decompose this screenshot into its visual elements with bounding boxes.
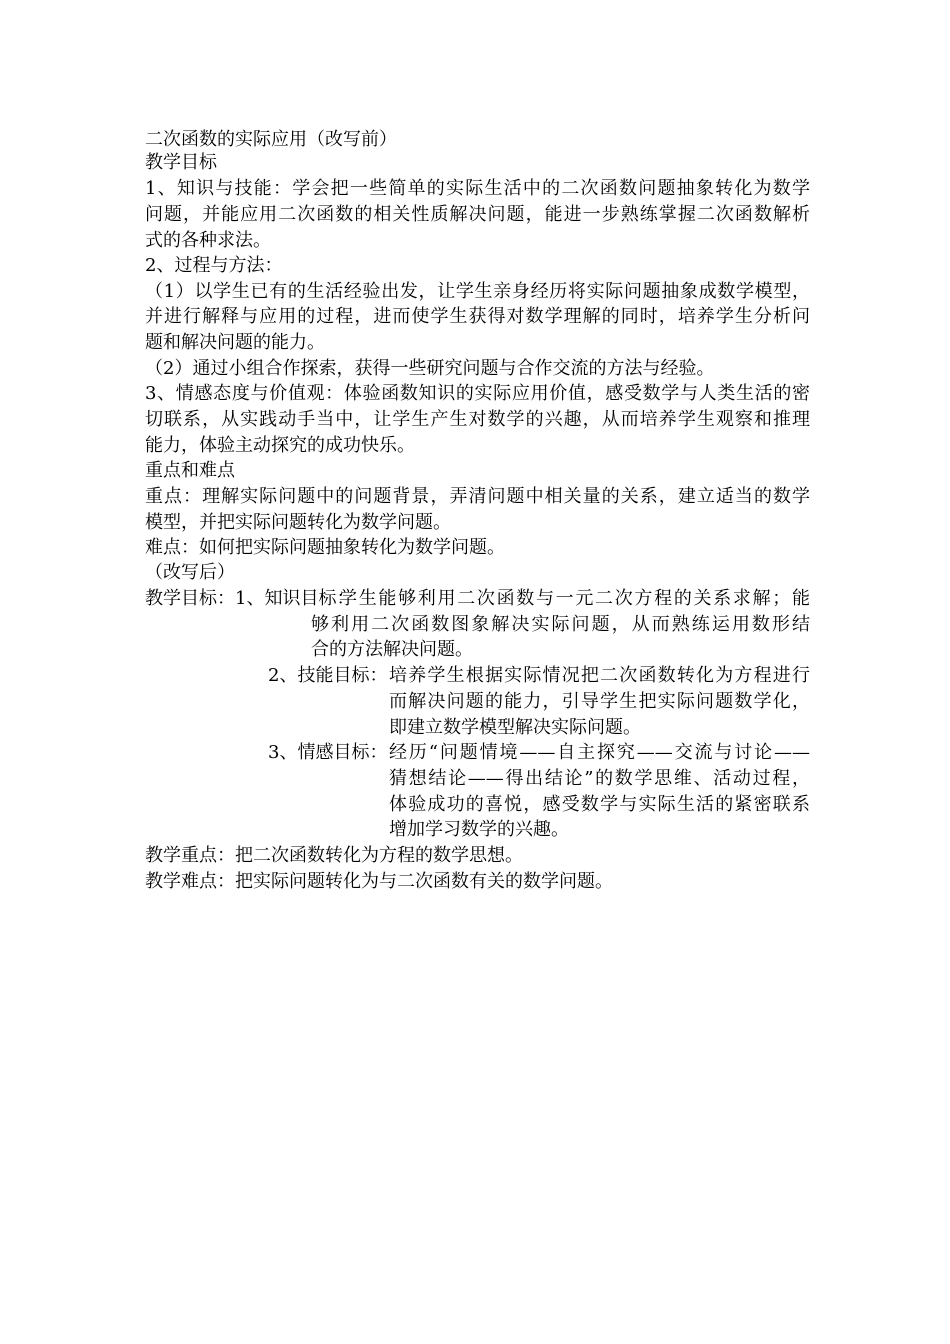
goal1-line: 1、知识与技能：学会把一些简单的实际生活中的二次函数问题抽象转化为数学 — [145, 178, 810, 199]
revised-goal2-line: 即建立数学模型解决实际问题。 — [389, 717, 641, 738]
goal3-line: 3、情感态度与价值观：体验函数知识的实际应用价值，感受数学与人类生活的密 — [145, 383, 810, 404]
document-title: 二次函数的实际应用（改写前） — [145, 129, 397, 150]
goal1-line: 式的各种求法。 — [145, 230, 271, 251]
goal2-item1-line: （1）以学生已有的生活经验出发，让学生亲身经历将实际问题抽象成数学模型， — [145, 281, 810, 302]
revised-goal1-line: 学生能够利用二次函数与一元二次方程的关系求解；能 — [339, 588, 810, 609]
revised-goal2-line: 培养学生根据实际情况把二次函数转化为方程进行 — [389, 665, 810, 686]
key-heading: 重点和难点 — [145, 460, 235, 481]
revised-goal1-label: 1、知识目标： — [235, 588, 355, 609]
goal3-line: 能力，体验主动探究的成功快乐。 — [145, 435, 415, 456]
goal2-item1-line: 题和解决问题的能力。 — [145, 332, 325, 353]
key-line: 模型，并把实际问题转化为数学问题。 — [145, 512, 451, 533]
revised-goal3-line: 增加学习数学的兴趣。 — [389, 819, 569, 840]
goal3-line: 切联系，从实践动手当中，让学生产生对数学的兴趣，从而培养学生观察和推理 — [145, 409, 810, 430]
difficulty-line: 难点：如何把实际问题抽象转化为数学问题。 — [145, 537, 505, 558]
key-line: 重点：理解实际问题中的问题背景，弄清问题中相关量的关系，建立适当的数学 — [145, 486, 810, 507]
revised-goal3-line: 体验成功的喜悦，感受数学与实际生活的紧密联系 — [389, 794, 810, 815]
goal1-line: 问题，并能应用二次函数的相关性质解决问题，能进一步熟练掌握二次函数解析 — [145, 204, 810, 225]
revised-goal2-label: 2、技能目标： — [268, 665, 388, 686]
goal2-item2: （2）通过小组合作探索，获得一些研究问题与合作交流的方法与经验。 — [145, 358, 715, 379]
revised-goal2-line: 而解决问题的能力，引导学生把实际问题数学化， — [389, 691, 810, 712]
revised-goals-label: 教学目标： — [145, 588, 235, 609]
revised-difficulty-line: 教学难点：把实际问题转化为与二次函数有关的数学问题。 — [145, 871, 613, 892]
goal2-item1-line: 并进行解释与应用的过程，进而使学生获得对数学理解的同时，培养学生分析问 — [145, 306, 810, 327]
revised-key-line: 教学重点：把二次函数转化为方程的数学思想。 — [145, 845, 523, 866]
goal2-heading: 2、过程与方法： — [145, 255, 283, 276]
revised-goal3-line: 经历“问题情境——自主探究——交流与讨论—— — [389, 742, 810, 763]
revised-goal1-line: 合的方法解决问题。 — [311, 639, 473, 660]
goals-heading: 教学目标 — [145, 152, 217, 173]
revised-title: （改写后） — [145, 562, 235, 583]
revised-goal1-line: 够利用二次函数图象解决实际问题，从而熟练运用数形结 — [311, 614, 810, 635]
revised-goal3-label: 3、情感目标： — [268, 742, 388, 763]
revised-goal3-line: 猜想结论——得出结论”的数学思维、活动过程， — [389, 768, 810, 789]
